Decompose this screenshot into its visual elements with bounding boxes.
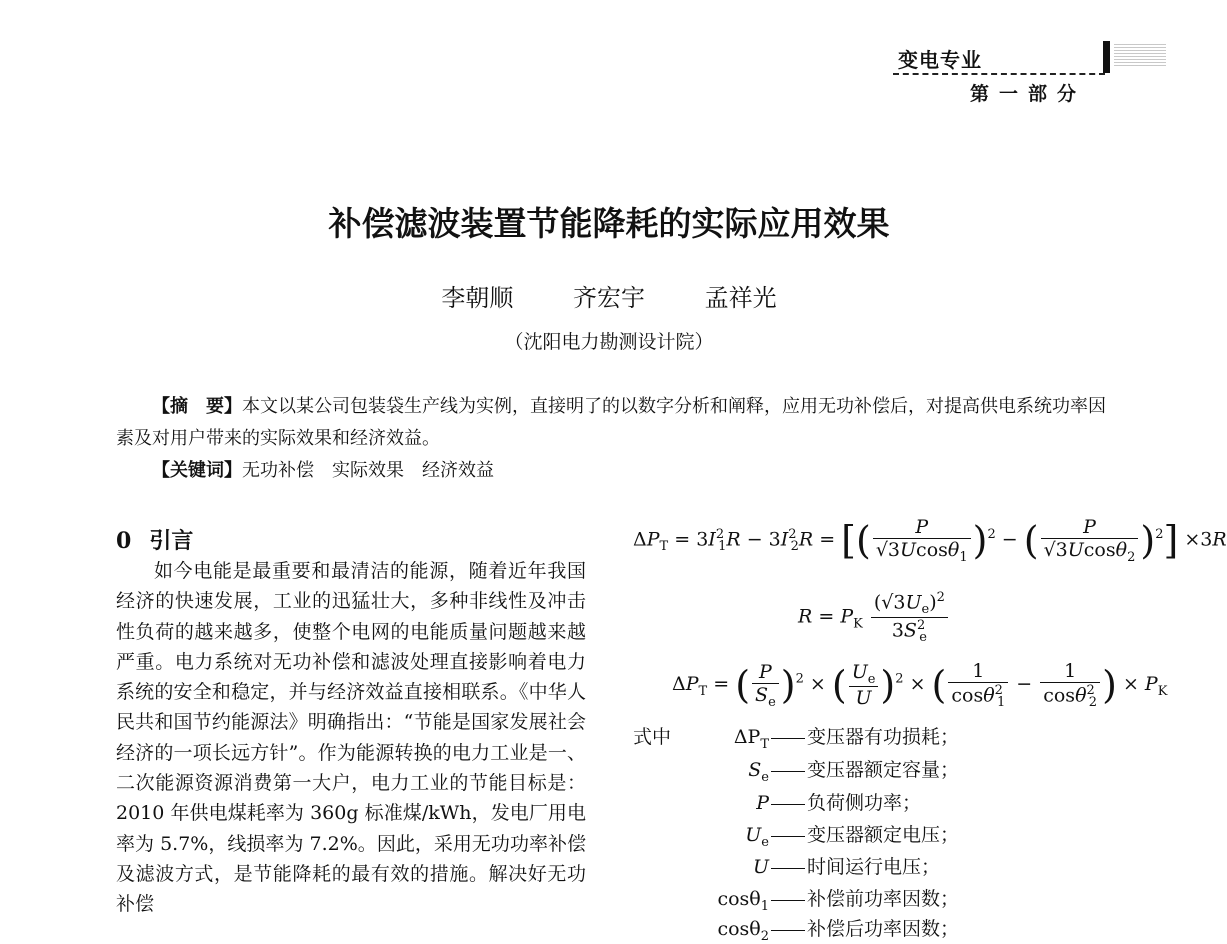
formula-loss-final: $\Delta P_T$ = ( $\frac{P}{S_e}$ )$^2$ × ( $\frac{U_e}{U}$ )$^2$ × ( $\frac{1}{\cos\theta^2_1}$ − $\frac{1}{\cos\theta^2_2}$ ) × $P_K$	[672, 660, 1168, 711]
section-heading	[116, 524, 193, 555]
author: 孟祥光	[704, 284, 777, 312]
definition-row: P 负荷侧功率；	[756, 792, 922, 814]
abstract-text: 本文以某公司包装袋生产线为实例，直接明了的以数字分析和阐释，应用无功补偿后，对提高供电系统功率因素及对用户带来的实际效果和经济效益。	[116, 396, 1106, 449]
formula-resistance: $R = P_K$ $\frac{(√3U_e)^2}{3S^2_e}$	[798, 590, 950, 645]
definition-row: $S_e$ 变压器额定容量；	[748, 759, 960, 785]
definition-row: $\Delta P_T$ 变压器有功损耗；	[733, 726, 960, 752]
article-title: 补偿滤波装置节能降耗的实际应用效果	[328, 204, 890, 243]
header-pattern	[1114, 44, 1166, 66]
abstract-label: 【摘 要】	[152, 396, 242, 417]
affiliation: （沈阳电力勘测设计院）	[504, 331, 714, 353]
formula-loss-expansion: $\Delta P_T = 3I^2_1R - 3I^2_2R$ = [( $\frac{P}{√3Ucos\theta_1}$ )$^2$ − ( $\frac{P}{√3Ucos\theta_2}$ )$^2$] ×3R	[633, 516, 1227, 565]
author: 李朝顺	[441, 284, 514, 312]
definition-row: cosθ$_2$ 补偿后功率因数；	[717, 918, 960, 944]
journal-part: 第一部分	[970, 83, 1087, 105]
keywords-label: 【关键词】	[152, 460, 242, 481]
section-body	[116, 556, 586, 920]
keywords-text: 无功补偿 实际效果 经济效益	[242, 460, 494, 481]
abstract	[116, 391, 1106, 455]
where-label: 式中	[633, 726, 672, 748]
keywords	[116, 455, 1106, 487]
author-list	[0, 278, 1218, 313]
header-divider	[893, 73, 1105, 75]
header-bar-mark	[1103, 41, 1110, 73]
definition-row: $U_e$ 变压器额定电压；	[745, 824, 960, 850]
author: 齐宏宇	[573, 284, 645, 312]
definition-row: U 时间运行电压；	[752, 856, 941, 878]
section-number: 0	[116, 528, 132, 554]
abstract-block	[116, 391, 1106, 487]
section-title: 引言	[149, 528, 194, 554]
body-paragraph: 如今电能是最重要和最清洁的能源，随着近年我国经济的快速发展，工业的迅猛壮大，多种非线性及冲击性负荷的越来越多，使整个电网的电能质量问题越来越严重。电力系统对无功补偿和滤波处理直接影响着电力系统的安全和稳定，并与经济效益直接相联系。《中华人民共和国节约能源法》明确指出：“节能是国家发展社会经济的一项长远方针”。作为能源转换的电力工业是一、二次能源资源消费第一大户，电力工业的节能目标是：2010 年供电煤耗率为 360g 标准煤/kWh，发电厂用电率为 5.7%，线损率为 7.2%。因此，采用无功功率补偿及滤波方式，是节能降耗的最有效的措施。解决好无功补偿	[116, 560, 586, 916]
definition-row: cosθ$_1$ 补偿前功率因数；	[717, 888, 960, 914]
journal-category: 变电专业	[898, 48, 982, 72]
